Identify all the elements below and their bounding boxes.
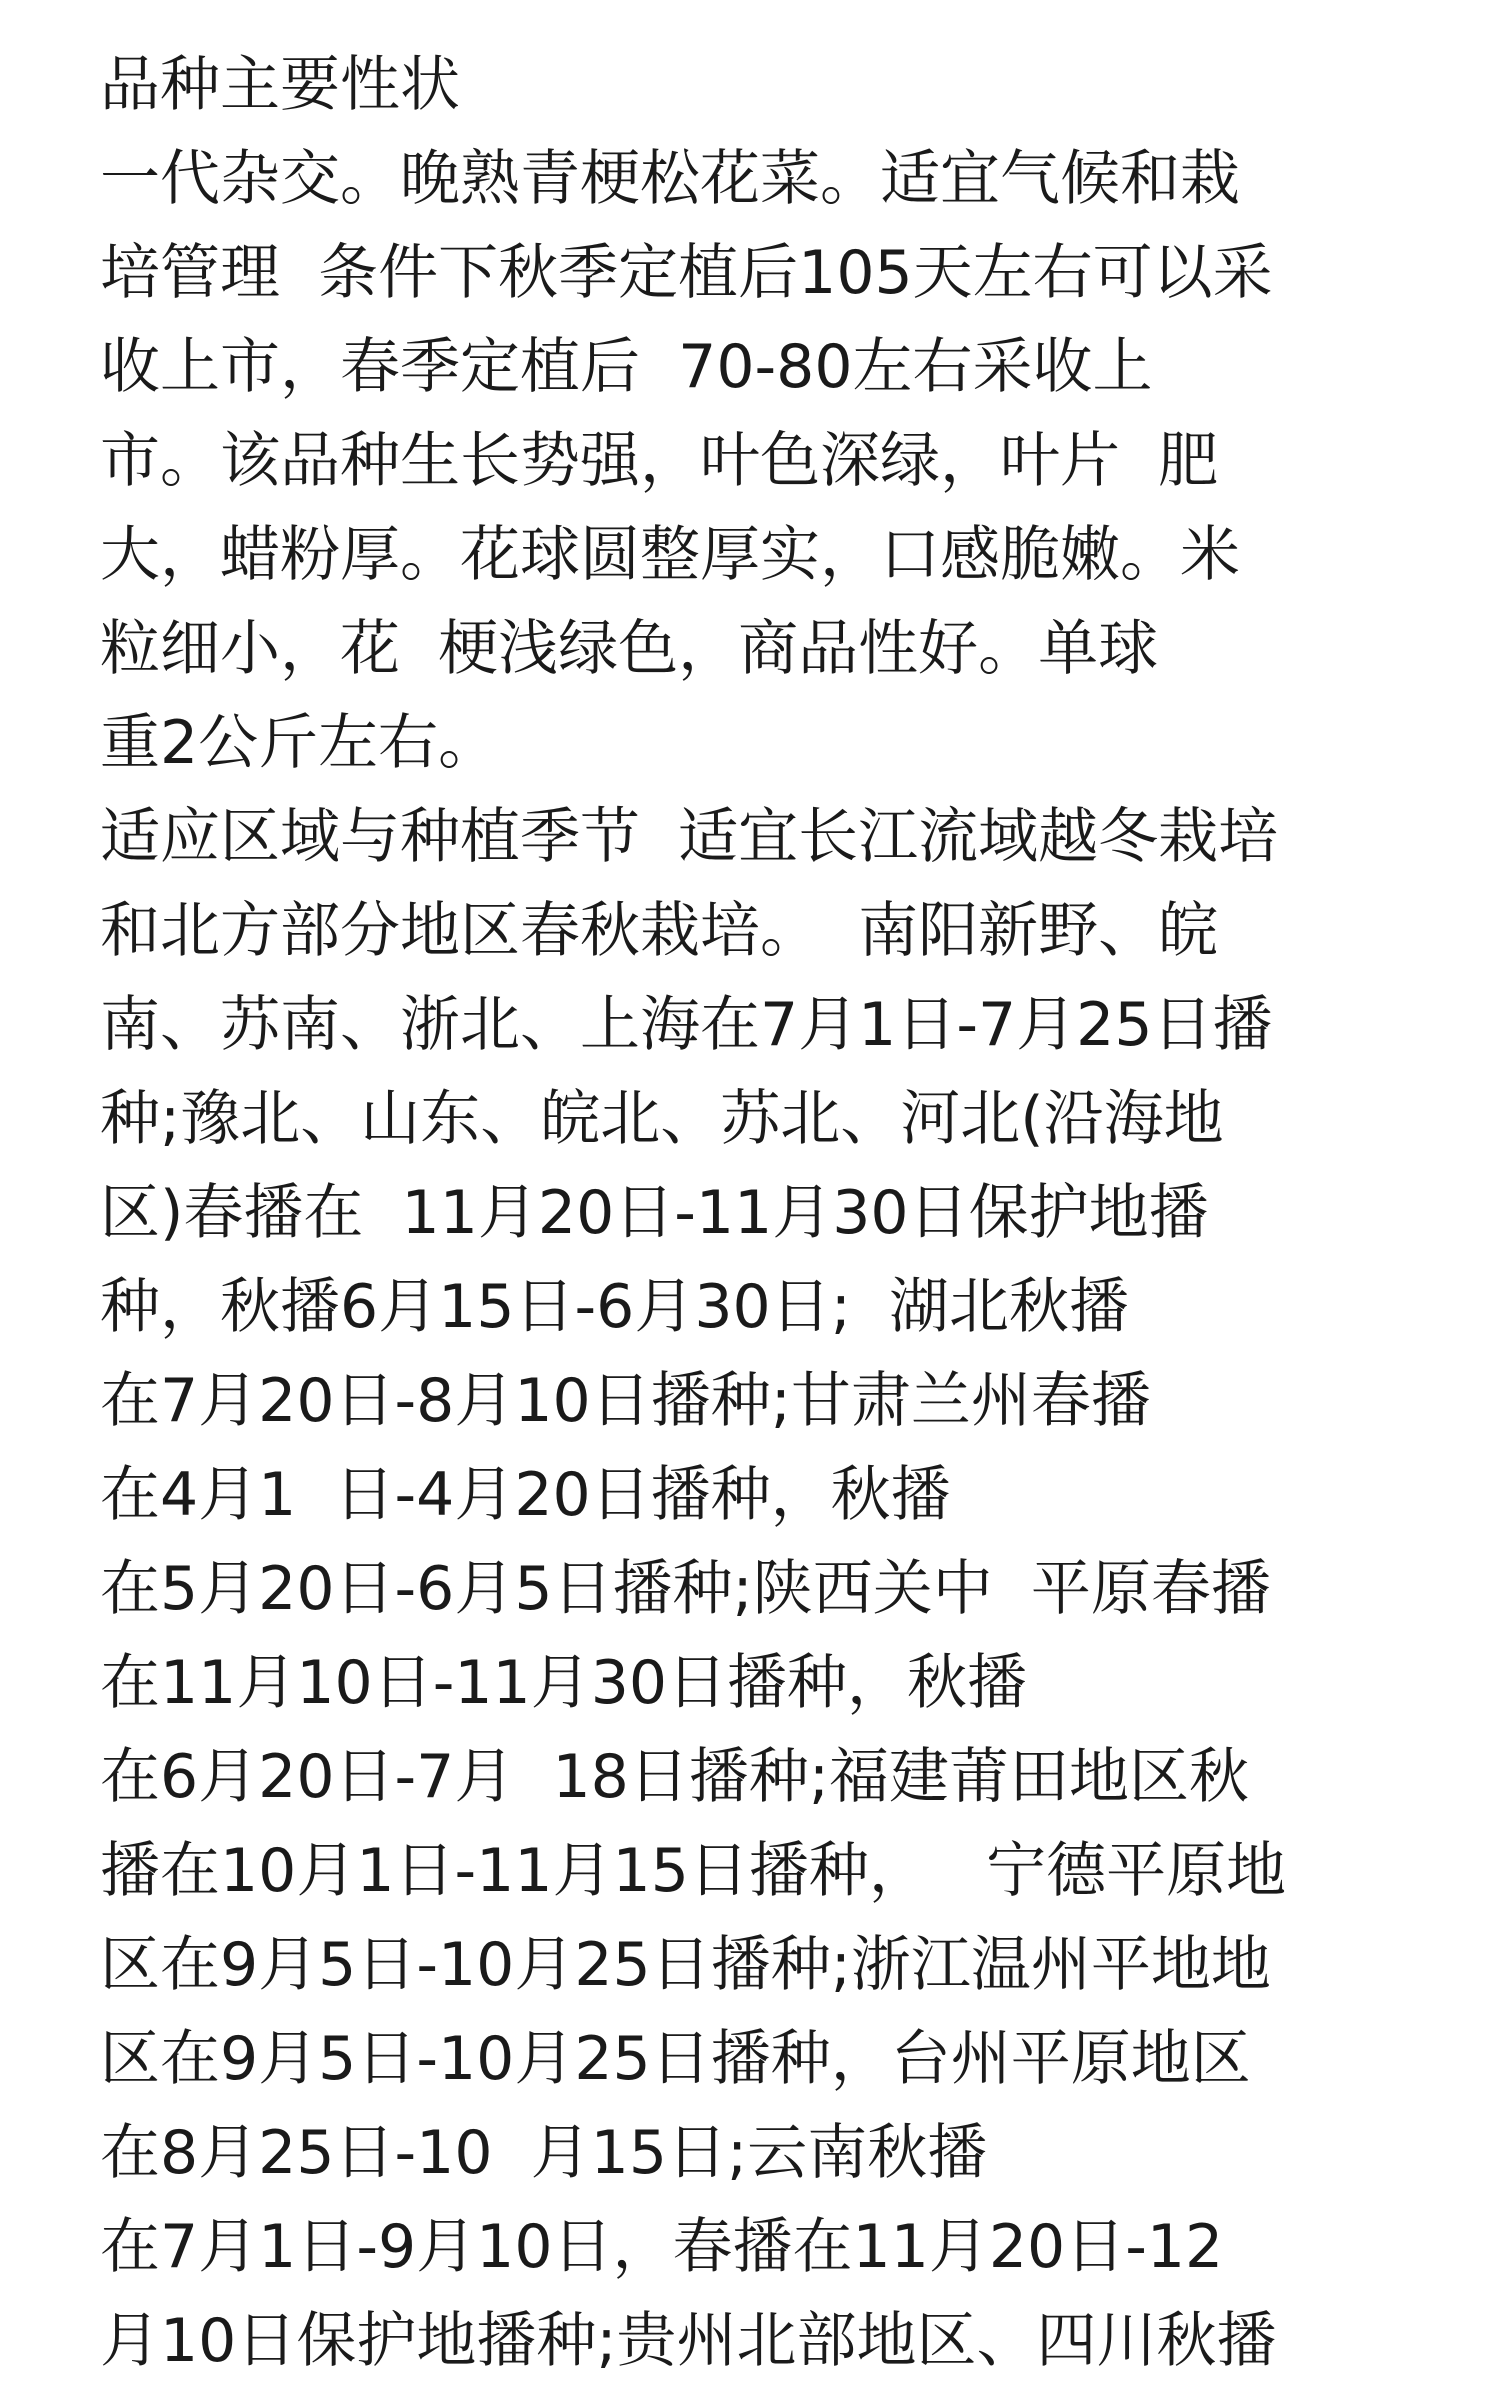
text-line: 收上市，春季定植后 70-80左右采收上: [100, 332, 1153, 402]
text-line: 大，蜡粉厚。花球圆整厚实，口感脆嫩。米: [100, 520, 1240, 590]
text-line: 培管理 条件下秋季定植后105天左右可以采: [100, 238, 1273, 308]
text-line: 在7月20日-8月10日播种;甘肃兰州春播: [100, 1366, 1151, 1436]
text-line: 在11月10日-11月30日播种，秋播: [100, 1648, 1028, 1718]
text-line: 适应区域与种植季节 适宜长江流域越冬栽培: [100, 802, 1279, 872]
text-line: 种;豫北、山东、皖北、苏北、河北(沿海地: [100, 1084, 1224, 1154]
text-line: 播在10月1日-11月15日播种， 宁德平原地: [100, 1836, 1287, 1906]
text-line: 一代杂交。晚熟青梗松花菜。适宜气候和栽: [100, 144, 1240, 214]
text-line: 在8月25日-10 月15日;云南秋播: [100, 2118, 988, 2188]
text-line: 在6月20日-7月 18日播种;福建莆田地区秋: [100, 1742, 1250, 1812]
text-line: 区)春播在 11月20日-11月30日保护地播: [100, 1178, 1209, 1248]
text-line: 在7月1日-9月10日，春播在11月20日-12: [100, 2212, 1224, 2282]
text-line: 区在9月5日-10月25日播种，台州平原地区: [100, 2024, 1251, 2094]
text-line: 重2公斤左右。: [100, 708, 499, 778]
text-line: 在5月20日-6月5日播种;陕西关中 平原春播: [100, 1554, 1271, 1624]
text-line: 市。该品种生长势强，叶色深绿，叶片 肥: [100, 426, 1219, 496]
text-line-partial: 月10日保护地播种;贵州北部地区、四川秋播: [100, 2306, 1277, 2376]
document-text: [100, 38, 1460, 2388]
text-line: 南、苏南、浙北、上海在7月1日-7月25日播: [100, 990, 1273, 1060]
text-line: 区在9月5日-10月25日播种;浙江温州平地地: [100, 1930, 1271, 2000]
text-line: 在4月1 日-4月20日播种，秋播: [100, 1460, 951, 1530]
text-line: 种，秋播6月15日-6月30日; 湖北秋播: [100, 1272, 1130, 1342]
heading-variety-traits: 品种主要性状: [100, 50, 460, 120]
text-line: 粒细小，花 梗浅绿色，商品性好。单球: [100, 614, 1159, 684]
text-line: 和北方部分地区春秋栽培。 南阳新野、皖: [100, 896, 1219, 966]
